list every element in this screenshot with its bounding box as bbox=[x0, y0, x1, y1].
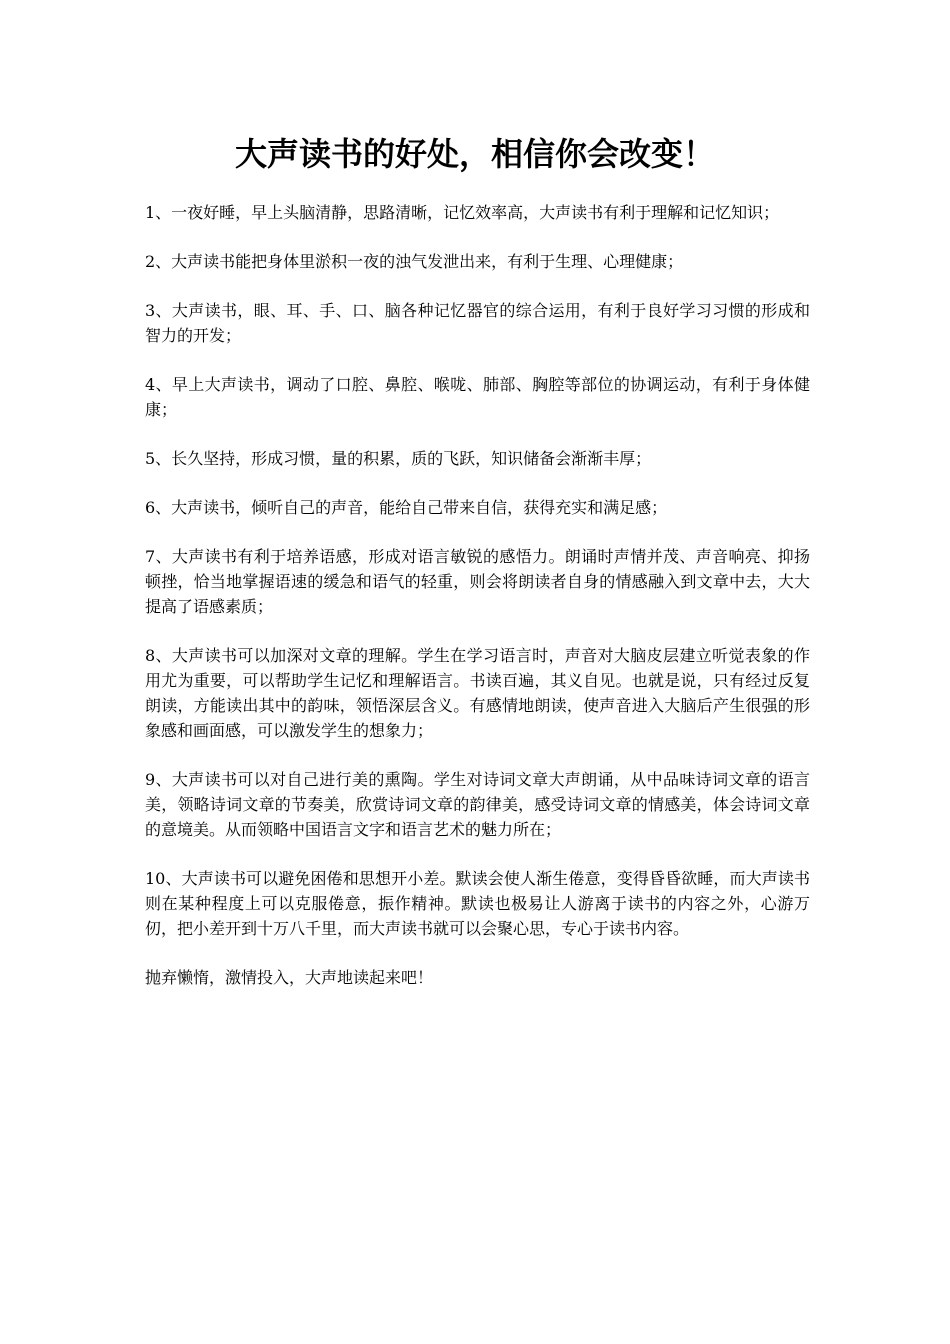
paragraph-3: 3、大声读书，眼、耳、手、口、脑各种记忆器官的综合运用，有利于良好学习习惯的形成和智力的开发； bbox=[145, 301, 810, 345]
paragraph-9: 9、大声读书可以对自己进行美的熏陶。学生对诗词文章大声朗诵，从中品味诗词文章的语言美，领略诗词文章的节奏美，欣赏诗词文章的韵律美，感受诗词文章的情感美，体会诗词文章的意境美。从而领略中国语言文字和语言艺术的魅力所在； bbox=[145, 770, 810, 839]
paragraph-2: 2、大声读书能把身体里淤积一夜的浊气发泄出来，有利于生理、心理健康； bbox=[145, 252, 684, 271]
paragraph-7: 7、大声读书有利于培养语感，形成对语言敏锐的感悟力。朗诵时声情并茂、声音响亮、抑扬顿挫，恰当地掌握语速的缓急和语气的轻重，则会将朗读者自身的情感融入到文章中去，大大提高了语感素质； bbox=[145, 547, 810, 616]
document-body bbox=[145, 200, 810, 1014]
paragraph-10: 10、大声读书可以避免困倦和思想开小差。默读会使人渐生倦意，变得昏昏欲睡，而大声读书则在某种程度上可以克服倦意，振作精神。默读也极易让人游离于读书的内容之外，心游万仞，把小差开到十万八千里，而大声读书就可以会聚心思，专心于读书内容。 bbox=[145, 869, 810, 938]
document-title: 大声读书的好处，相信你会改变！ bbox=[234, 135, 715, 173]
paragraph-1: 1、一夜好睡，早上头脑清静，思路清晰，记忆效率高，大声读书有利于理解和记忆知识； bbox=[145, 203, 780, 222]
paragraph-4: 4、早上大声读书，调动了口腔、鼻腔、喉咙、肺部、胸腔等部位的协调运动，有利于身体健康； bbox=[145, 375, 810, 419]
paragraph-5: 5、长久坚持，形成习惯，量的积累，质的飞跃，知识储备会渐渐丰厚； bbox=[145, 449, 652, 468]
closing-line: 抛弃懒惰，激情投入，大声地读起来吧！ bbox=[145, 968, 434, 987]
paragraph-8: 8、大声读书可以加深对文章的理解。学生在学习语言时，声音对大脑皮层建立听觉表象的作用尤为重要，可以帮助学生记忆和理解语言。书读百遍，其义自见。也就是说，只有经过反复朗读，方能读出其中的韵味，领悟深层含义。有感情地朗读，使声音进入大脑后产生很强的形象感和画面感，可以激发学生的想象力； bbox=[145, 646, 810, 740]
paragraph-6: 6、大声读书，倾听自己的声音，能给自己带来自信，获得充实和满足感； bbox=[145, 498, 668, 517]
